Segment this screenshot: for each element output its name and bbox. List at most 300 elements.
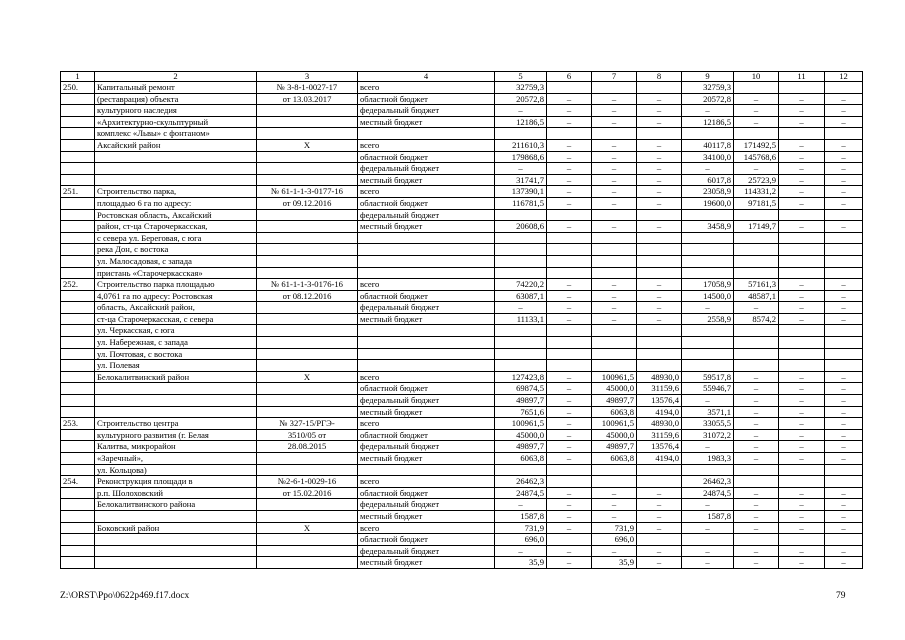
header-cell: 6: [547, 72, 592, 82]
col12-value-cell: –: [825, 116, 863, 128]
object-name-cell: [95, 534, 257, 546]
col11-value-cell: –: [779, 418, 825, 430]
table-row: [61, 522, 863, 534]
funding-source-cell: местный бюджет: [358, 221, 495, 233]
col10-value-cell: 57161,3: [734, 279, 779, 291]
col12-value-cell: –: [825, 395, 863, 407]
col8-value-cell: 48930,0: [637, 418, 682, 430]
row-number-cell: [61, 232, 95, 244]
document-number-cell: [257, 348, 358, 360]
table-row: [61, 128, 863, 140]
col11-value-cell: –: [779, 116, 825, 128]
table-row: [61, 93, 863, 105]
object-name-cell: Ростовская область, Аксайский: [95, 209, 257, 221]
col9-value-cell: [682, 464, 734, 476]
object-name-cell: ул. Малосадовая, с запада: [95, 255, 257, 267]
col8-value-cell: –: [637, 557, 682, 569]
row-number-cell: [61, 510, 95, 522]
object-name-cell: ул. Набережная, с запада: [95, 337, 257, 349]
col10-value-cell: –: [734, 105, 779, 117]
col12-value-cell: –: [825, 93, 863, 105]
col9-value-cell: 17058,9: [682, 279, 734, 291]
object-name-cell: [95, 557, 257, 569]
col8-value-cell: [637, 348, 682, 360]
col6-value-cell: [547, 476, 592, 488]
col9-value-cell: [682, 360, 734, 372]
table-row: [61, 476, 863, 488]
col11-value-cell: –: [779, 139, 825, 151]
funding-source-cell: федеральный бюджет: [358, 163, 495, 175]
funding-source-cell: [358, 464, 495, 476]
col7-value-cell: –: [592, 116, 637, 128]
document-number-cell: [257, 302, 358, 314]
col9-value-cell: 31072,2: [682, 429, 734, 441]
col12-value-cell: [825, 232, 863, 244]
table-row: [61, 510, 863, 522]
total-value-cell: –: [495, 499, 547, 511]
col12-value-cell: –: [825, 174, 863, 186]
col11-value-cell: [779, 325, 825, 337]
header-cell: 5: [495, 72, 547, 82]
document-number-cell: от 15.02.2016: [257, 487, 358, 499]
col6-value-cell: –: [547, 453, 592, 465]
col12-value-cell: –: [825, 186, 863, 198]
col10-value-cell: –: [734, 545, 779, 557]
col10-value-cell: [734, 232, 779, 244]
document-number-cell: [257, 453, 358, 465]
col8-value-cell: 13576,4: [637, 441, 682, 453]
col11-value-cell: –: [779, 371, 825, 383]
table-row: [61, 151, 863, 163]
col10-value-cell: –: [734, 371, 779, 383]
col9-value-cell: [682, 348, 734, 360]
total-value-cell: [495, 255, 547, 267]
table-row: [61, 290, 863, 302]
col12-value-cell: –: [825, 499, 863, 511]
table-row: [61, 279, 863, 291]
col7-value-cell: –: [592, 510, 637, 522]
col12-value-cell: –: [825, 302, 863, 314]
col12-value-cell: [825, 534, 863, 546]
table-row: [61, 302, 863, 314]
col9-value-cell: –: [682, 105, 734, 117]
total-value-cell: 31741,7: [495, 174, 547, 186]
total-value-cell: 12186,5: [495, 116, 547, 128]
table-row: [61, 255, 863, 267]
col11-value-cell: –: [779, 279, 825, 291]
header-cell: 8: [637, 72, 682, 82]
total-value-cell: [495, 209, 547, 221]
col6-value-cell: –: [547, 139, 592, 151]
funding-source-cell: [358, 244, 495, 256]
document-path: Z:\ORST\Ppo\0622p469.f17.docx: [60, 591, 190, 601]
col7-value-cell: –: [592, 221, 637, 233]
col7-value-cell: 100961,5: [592, 418, 637, 430]
row-number-cell: [61, 221, 95, 233]
col8-value-cell: 31159,6: [637, 383, 682, 395]
col9-value-cell: 6017,8: [682, 174, 734, 186]
document-number-cell: [257, 545, 358, 557]
col7-value-cell: [592, 464, 637, 476]
col10-value-cell: –: [734, 163, 779, 175]
col12-value-cell: [825, 267, 863, 279]
col10-value-cell: [734, 267, 779, 279]
table-row: [61, 453, 863, 465]
document-number-cell: Х: [257, 371, 358, 383]
row-number-cell: [61, 116, 95, 128]
col9-value-cell: 2558,9: [682, 313, 734, 325]
document-number-cell: [257, 464, 358, 476]
object-name-cell: культурного наследия: [95, 105, 257, 117]
col8-value-cell: –: [637, 93, 682, 105]
col7-value-cell: –: [592, 186, 637, 198]
row-number-cell: [61, 105, 95, 117]
col7-value-cell: –: [592, 313, 637, 325]
col7-value-cell: –: [592, 290, 637, 302]
table-row: [61, 499, 863, 511]
col7-value-cell: –: [592, 151, 637, 163]
col11-value-cell: –: [779, 383, 825, 395]
col7-value-cell: 45000,0: [592, 383, 637, 395]
col12-value-cell: –: [825, 290, 863, 302]
col11-value-cell: [779, 267, 825, 279]
header-cell: 3: [257, 72, 358, 82]
col12-value-cell: –: [825, 371, 863, 383]
funding-source-cell: федеральный бюджет: [358, 209, 495, 221]
document-number-cell: [257, 313, 358, 325]
col12-value-cell: [825, 82, 863, 94]
col10-value-cell: –: [734, 418, 779, 430]
object-name-cell: «Заречный»,: [95, 453, 257, 465]
table-row: [61, 325, 863, 337]
col8-value-cell: [637, 360, 682, 372]
table-row: [61, 383, 863, 395]
col7-value-cell: 100961,5: [592, 371, 637, 383]
table-row: [61, 139, 863, 151]
funding-source-cell: областной бюджет: [358, 290, 495, 302]
col7-value-cell: [592, 244, 637, 256]
col8-value-cell: –: [637, 163, 682, 175]
col10-value-cell: –: [734, 395, 779, 407]
col7-value-cell: [592, 476, 637, 488]
document-number-cell: [257, 255, 358, 267]
col11-value-cell: –: [779, 93, 825, 105]
row-number-cell: [61, 302, 95, 314]
row-number-cell: [61, 151, 95, 163]
row-number-cell: [61, 464, 95, 476]
row-number-cell: [61, 337, 95, 349]
col10-value-cell: 171492,5: [734, 139, 779, 151]
col8-value-cell: [637, 255, 682, 267]
col7-value-cell: 49897,7: [592, 441, 637, 453]
total-value-cell: [495, 325, 547, 337]
table-row: [61, 267, 863, 279]
row-number-cell: [61, 487, 95, 499]
col7-value-cell: [592, 255, 637, 267]
col6-value-cell: –: [547, 313, 592, 325]
document-number-cell: [257, 116, 358, 128]
total-value-cell: 69874,5: [495, 383, 547, 395]
total-value-cell: –: [495, 163, 547, 175]
object-name-cell: комплекс «Львы» с фонтаном»: [95, 128, 257, 140]
object-name-cell: «Архитектурно-скульптурный: [95, 116, 257, 128]
row-number-cell: [61, 499, 95, 511]
col12-value-cell: –: [825, 139, 863, 151]
row-number-cell: [61, 522, 95, 534]
col6-value-cell: –: [547, 429, 592, 441]
total-value-cell: 116781,5: [495, 197, 547, 209]
document-number-cell: [257, 510, 358, 522]
col8-value-cell: [637, 534, 682, 546]
col8-value-cell: [637, 82, 682, 94]
col8-value-cell: [637, 267, 682, 279]
header-cell: 1: [61, 72, 95, 82]
col7-value-cell: [592, 267, 637, 279]
table-row: [61, 174, 863, 186]
funding-source-cell: [358, 232, 495, 244]
col12-value-cell: [825, 360, 863, 372]
col9-value-cell: –: [682, 499, 734, 511]
header-cell: 11: [779, 72, 825, 82]
row-number-cell: 253.: [61, 418, 95, 430]
document-number-cell: [257, 267, 358, 279]
col12-value-cell: –: [825, 441, 863, 453]
total-value-cell: 211610,3: [495, 139, 547, 151]
col9-value-cell: [682, 209, 734, 221]
total-value-cell: 49897,7: [495, 395, 547, 407]
object-name-cell: [95, 163, 257, 175]
document-number-cell: 3510/05 от: [257, 429, 358, 441]
document-number-cell: [257, 174, 358, 186]
header-cell: 10: [734, 72, 779, 82]
col10-value-cell: 25723,9: [734, 174, 779, 186]
col8-value-cell: –: [637, 116, 682, 128]
col8-value-cell: –: [637, 174, 682, 186]
col6-value-cell: –: [547, 487, 592, 499]
col7-value-cell: [592, 82, 637, 94]
header-cell: 7: [592, 72, 637, 82]
funding-source-cell: федеральный бюджет: [358, 545, 495, 557]
col6-value-cell: –: [547, 151, 592, 163]
total-value-cell: 100961,5: [495, 418, 547, 430]
col7-value-cell: [592, 128, 637, 140]
total-value-cell: [495, 464, 547, 476]
col8-value-cell: –: [637, 302, 682, 314]
funding-source-cell: всего: [358, 82, 495, 94]
total-value-cell: –: [495, 545, 547, 557]
row-number-cell: 254.: [61, 476, 95, 488]
object-name-cell: [95, 406, 257, 418]
col7-value-cell: –: [592, 139, 637, 151]
col8-value-cell: –: [637, 186, 682, 198]
col10-value-cell: [734, 464, 779, 476]
col12-value-cell: –: [825, 163, 863, 175]
col9-value-cell: 3571,1: [682, 406, 734, 418]
table-row: [61, 441, 863, 453]
col9-value-cell: 20572,8: [682, 93, 734, 105]
total-value-cell: 49897,7: [495, 441, 547, 453]
row-number-cell: [61, 441, 95, 453]
col12-value-cell: –: [825, 406, 863, 418]
col7-value-cell: 45000,0: [592, 429, 637, 441]
col7-value-cell: –: [592, 302, 637, 314]
col10-value-cell: 97181,5: [734, 197, 779, 209]
col10-value-cell: –: [734, 302, 779, 314]
funding-source-cell: областной бюджет: [358, 151, 495, 163]
object-name-cell: ст-ца Старочеркасская, с севера: [95, 313, 257, 325]
object-name-cell: р.п. Шолоховский: [95, 487, 257, 499]
object-name-cell: с севера ул. Береговая, с юга: [95, 232, 257, 244]
col7-value-cell: –: [592, 487, 637, 499]
col9-value-cell: 12186,5: [682, 116, 734, 128]
object-name-cell: Белокалитвинского района: [95, 499, 257, 511]
col8-value-cell: –: [637, 487, 682, 499]
col10-value-cell: –: [734, 429, 779, 441]
col10-value-cell: [734, 244, 779, 256]
col8-value-cell: –: [637, 139, 682, 151]
object-name-cell: ул. Почтовая, с востока: [95, 348, 257, 360]
col6-value-cell: [547, 232, 592, 244]
col7-value-cell: 6063,8: [592, 453, 637, 465]
object-name-cell: пристань «Старочеркасская»: [95, 267, 257, 279]
col11-value-cell: [779, 534, 825, 546]
col8-value-cell: –: [637, 545, 682, 557]
col11-value-cell: –: [779, 487, 825, 499]
col7-value-cell: –: [592, 197, 637, 209]
col9-value-cell: 3458,9: [682, 221, 734, 233]
page-number: 79: [836, 591, 846, 601]
col8-value-cell: –: [637, 499, 682, 511]
col12-value-cell: [825, 325, 863, 337]
col11-value-cell: –: [779, 510, 825, 522]
col11-value-cell: –: [779, 453, 825, 465]
total-value-cell: [495, 267, 547, 279]
total-value-cell: 137390,1: [495, 186, 547, 198]
table-row: [61, 232, 863, 244]
col9-value-cell: [682, 232, 734, 244]
total-value-cell: 731,9: [495, 522, 547, 534]
col6-value-cell: –: [547, 105, 592, 117]
table-row: [61, 534, 863, 546]
funding-source-cell: всего: [358, 522, 495, 534]
document-number-cell: [257, 221, 358, 233]
object-name-cell: ул. Кольцова): [95, 464, 257, 476]
col7-value-cell: [592, 232, 637, 244]
row-number-cell: [61, 429, 95, 441]
col9-value-cell: [682, 244, 734, 256]
object-name-cell: ул. Черкасская, с юга: [95, 325, 257, 337]
col10-value-cell: [734, 255, 779, 267]
col9-value-cell: –: [682, 545, 734, 557]
col9-value-cell: 23058,9: [682, 186, 734, 198]
document-number-cell: [257, 163, 358, 175]
col9-value-cell: –: [682, 557, 734, 569]
col12-value-cell: –: [825, 221, 863, 233]
col6-value-cell: [547, 255, 592, 267]
funding-source-cell: областной бюджет: [358, 534, 495, 546]
total-value-cell: 20572,8: [495, 93, 547, 105]
table-row: [61, 406, 863, 418]
col6-value-cell: –: [547, 302, 592, 314]
document-number-cell: [257, 534, 358, 546]
col7-value-cell: [592, 337, 637, 349]
table-row: [61, 244, 863, 256]
row-number-cell: [61, 313, 95, 325]
budget-table: [60, 71, 863, 569]
document-number-cell: [257, 395, 358, 407]
col10-value-cell: [734, 209, 779, 221]
funding-source-cell: [358, 360, 495, 372]
col12-value-cell: –: [825, 522, 863, 534]
col10-value-cell: –: [734, 510, 779, 522]
document-number-cell: [257, 360, 358, 372]
col8-value-cell: –: [637, 105, 682, 117]
funding-source-cell: [358, 325, 495, 337]
row-number-cell: [61, 371, 95, 383]
col8-value-cell: 48930,0: [637, 371, 682, 383]
row-number-cell: [61, 545, 95, 557]
object-name-cell: Строительство парка,: [95, 186, 257, 198]
col9-value-cell: –: [682, 395, 734, 407]
col9-value-cell: –: [682, 522, 734, 534]
object-name-cell: 4,0761 га по адресу: Ростовская: [95, 290, 257, 302]
col6-value-cell: –: [547, 197, 592, 209]
object-name-cell: площадью 6 га по адресу:: [95, 197, 257, 209]
document-number-cell: от 08.12.2016: [257, 290, 358, 302]
document-number-cell: [257, 337, 358, 349]
table-row: [61, 82, 863, 94]
row-number-cell: [61, 325, 95, 337]
table-row: [61, 418, 863, 430]
funding-source-cell: всего: [358, 139, 495, 151]
table-row: [61, 371, 863, 383]
col6-value-cell: [547, 464, 592, 476]
col8-value-cell: 13576,4: [637, 395, 682, 407]
col10-value-cell: [734, 348, 779, 360]
row-number-cell: [61, 255, 95, 267]
col10-value-cell: [734, 128, 779, 140]
document-number-cell: [257, 128, 358, 140]
total-value-cell: 35,9: [495, 557, 547, 569]
object-name-cell: Боковский район: [95, 522, 257, 534]
col7-value-cell: –: [592, 93, 637, 105]
col9-value-cell: 40117,8: [682, 139, 734, 151]
col8-value-cell: 4194,0: [637, 453, 682, 465]
col11-value-cell: –: [779, 302, 825, 314]
header-cell: 4: [358, 72, 495, 82]
col11-value-cell: [779, 348, 825, 360]
col11-value-cell: –: [779, 163, 825, 175]
col6-value-cell: –: [547, 499, 592, 511]
document-number-cell: [257, 151, 358, 163]
table-row: [61, 197, 863, 209]
column-number-header: [61, 72, 863, 82]
col8-value-cell: –: [637, 221, 682, 233]
col10-value-cell: 17149,7: [734, 221, 779, 233]
col12-value-cell: [825, 244, 863, 256]
col6-value-cell: –: [547, 406, 592, 418]
col12-value-cell: –: [825, 383, 863, 395]
object-name-cell: [95, 174, 257, 186]
col11-value-cell: [779, 244, 825, 256]
col11-value-cell: [779, 128, 825, 140]
document-number-cell: [257, 557, 358, 569]
row-number-cell: [61, 383, 95, 395]
document-number-cell: [257, 232, 358, 244]
row-number-cell: 250.: [61, 82, 95, 94]
row-number-cell: 251.: [61, 186, 95, 198]
col6-value-cell: –: [547, 522, 592, 534]
